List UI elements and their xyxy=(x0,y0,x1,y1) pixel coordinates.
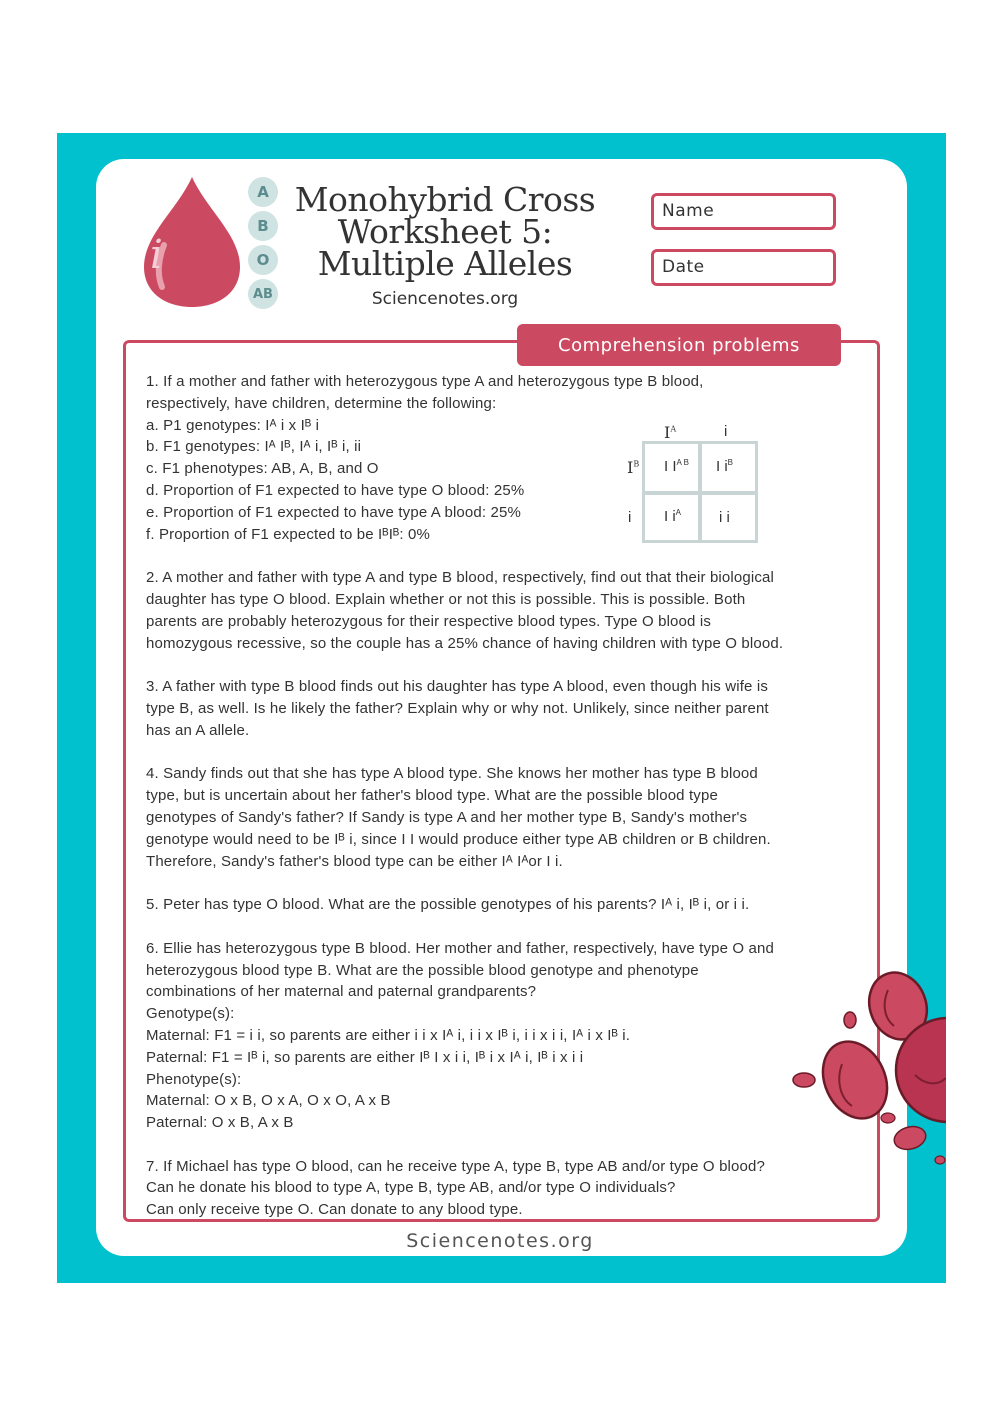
date-field[interactable]: Date xyxy=(651,249,836,286)
problem-3 xyxy=(146,676,866,741)
title-line-1: Monohybrid Cross xyxy=(294,180,596,219)
problem-1-c: c. F1 phenotypes: AB, A, B, and O xyxy=(146,460,379,478)
problem-1-e: e. Proportion of F1 expected to have type A blood: 25% xyxy=(146,503,522,521)
problem-4 xyxy=(146,763,866,872)
punnett-cell-3: I $i^A$ xyxy=(664,508,682,525)
badge-o: O xyxy=(248,245,278,275)
problem-2-line: parents are probably heterozygous for their respective blood types. Type O blood is xyxy=(146,612,711,630)
punnett-top-1: $I^A$ xyxy=(664,423,677,442)
problem-4-line: 4. Sandy finds out that she has type A blood type. She knows her mother has type B blood xyxy=(146,765,758,783)
problem-1-a: a. P1 genotypes: Iᴬ i x Iᴮ i xyxy=(146,416,320,434)
title-line-3: Multiple Alleles xyxy=(317,244,573,283)
problem-6-line: Paternal: O x B, A x B xyxy=(146,1114,294,1132)
punnett-cell-4: i i xyxy=(719,509,730,526)
problem-3-line: type B, as well. Is he likely the father? Explain why or why not. Unlikely, since neither parent xyxy=(146,699,769,717)
problem-7-line: Can he donate his blood to type A, type B, type AB, and/or type O individuals? xyxy=(146,1179,676,1197)
problem-4-line: genotype would need to be Iᴮ i, since I I would produce either type AB children or B children. xyxy=(146,830,771,848)
problem-6-line: Paternal: F1 = Iᴮ i, so parents are either Iᴮ I x i i, Iᴮ i x Iᴬ i, Iᴮ i x i i xyxy=(146,1048,584,1066)
section-tab: Comprehension problems xyxy=(517,324,841,366)
title-line-2: Worksheet 5: xyxy=(337,212,553,251)
problems-content xyxy=(146,371,866,1243)
problem-1-line: respectively, have children, determine the following: xyxy=(146,394,497,412)
problem-1-f: f. Proportion of F1 expected to be IᴮIᴮ: 0% xyxy=(146,525,431,543)
problem-4-line: Therefore, Sandy's father's blood type can be either Iᴬ Iᴬor I i. xyxy=(146,852,563,870)
badge-ab: AB xyxy=(248,279,278,309)
problem-1-b: b. F1 genotypes: Iᴬ Iᴮ, Iᴬ i, Iᴮ i, ii xyxy=(146,438,362,456)
problem-6-line: 6. Ellie has heterozygous type B blood. Her mother and father, respectively, have type O and xyxy=(146,939,775,957)
problem-4-line: type, but is uncertain about her father's blood type. What are the possible blood type xyxy=(146,787,718,805)
problem-6-line: heterozygous blood type B. What are the possible blood genotype and phenotype xyxy=(146,961,699,979)
problem-1 xyxy=(146,371,866,545)
punnett-top-2: i xyxy=(724,423,728,440)
problem-3-line: has an A allele. xyxy=(146,721,250,739)
footer-site: Sciencenotes.org xyxy=(406,1230,594,1252)
problem-3-line: 3. A father with type B blood finds out his daughter has type A blood, even though his wife is xyxy=(146,678,769,696)
problem-6-line: Phenotype(s): xyxy=(146,1070,242,1088)
problem-7 xyxy=(146,1156,866,1221)
problem-5-line: 5. Peter has type O blood. What are the possible genotypes of his parents? Iᴬ i, Iᴮ i, or i i. xyxy=(146,896,750,914)
problem-6-line: Maternal: O x B, O x A, O x O, A x B xyxy=(146,1092,391,1110)
problem-7-line: 7. If Michael has type O blood, can he receive type A, type B, type AB and/or type O blood? xyxy=(146,1157,766,1175)
problem-2-line: homozygous recessive, so the couple has a 25% chance of having children with type O blood. xyxy=(146,634,784,652)
problem-6-line: combinations of her maternal and paternal grandparents? xyxy=(146,983,537,1001)
punnett-cell-1: I $I^{A B}$ xyxy=(664,458,689,475)
punnett-left-1: $I^B$ xyxy=(627,458,640,477)
badge-b: B xyxy=(248,211,278,241)
problem-7-line: Can only receive type O. Can donate to any blood type. xyxy=(146,1201,523,1219)
problem-6 xyxy=(146,938,866,1134)
punnett-cell-2: I $i^B$ xyxy=(716,458,734,475)
page-title xyxy=(290,180,600,283)
blood-cells-illustration xyxy=(780,960,946,1180)
problem-2-line: 2. A mother and father with type A and type B blood, respectively, find out that their biological xyxy=(146,569,774,587)
drop-letter: i xyxy=(150,232,163,278)
problem-1-line: 1. If a mother and father with heterozygous type A and heterozygous type B blood, xyxy=(146,373,704,390)
problem-6-line: Genotype(s): xyxy=(146,1005,235,1023)
punnett-left-2: i xyxy=(628,509,632,526)
name-field[interactable]: Name xyxy=(651,193,836,230)
problem-2-line: daughter has type O blood. Explain whether or not this is possible. This is possible. Both xyxy=(146,590,746,608)
badge-a: A xyxy=(248,177,278,207)
site-subtitle: Sciencenotes.org xyxy=(371,289,519,309)
problem-5 xyxy=(146,894,866,916)
problem-2 xyxy=(146,567,866,654)
problem-1-d: d. Proportion of F1 expected to have type O blood: 25% xyxy=(146,481,525,499)
problem-4-line: genotypes of Sandy's father? If Sandy is type A and her mother type B, Sandy's mother's xyxy=(146,808,748,826)
problem-6-line: Maternal: F1 = i i, so parents are either i i x Iᴬ i, i i x Iᴮ i, i i x i i, Iᴬ i x Iᴮ i. xyxy=(146,1026,631,1044)
